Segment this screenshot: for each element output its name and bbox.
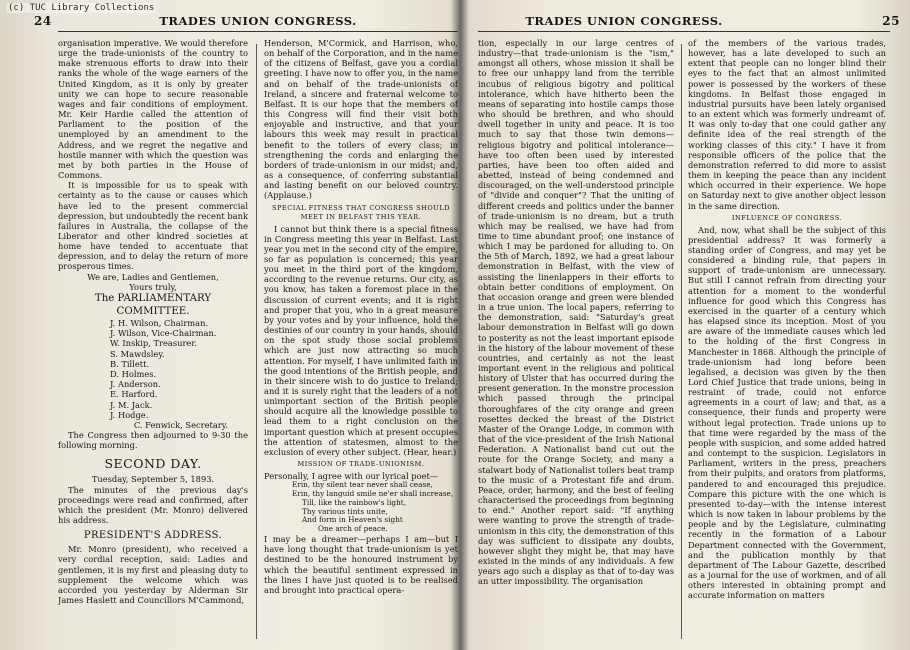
left-header-rule bbox=[58, 31, 458, 32]
closing-salutation: We are, Ladies and Gentlemen, bbox=[87, 271, 219, 282]
paragraph: The Congress then adjourned to 9-30 the following morning. bbox=[58, 430, 248, 451]
watermark: (c) TUC Library Collections bbox=[8, 3, 155, 13]
left-page bbox=[34, 0, 458, 650]
second-day-heading: SECOND DAY. bbox=[104, 456, 202, 472]
member-name: S. Mawdsley. bbox=[110, 348, 165, 359]
member-name: J. Hodge. bbox=[110, 409, 149, 420]
paragraph: organisation imperative. We would therefore urge the trade-unionists of the country to make strenuous efforts to draw into their ranks the whole of the wage earners of the United Kingdom, as it is only by greater unity we can hope to secure reasonable wages and fair conditions of employment. Mr. Keir Hardie called the attention of Parliament to the position of the unemployed by an amendment to the Address, and we regret the negative and hostile manner with which the question was met by both parties in the House of Commons. bbox=[58, 38, 248, 181]
member-name: W. Inskip, Treasurer. bbox=[110, 338, 198, 349]
paragraph: I may be a dreamer—perhaps I am—but I have long thought that trade-unionism is yet destined to be the honoured instrument by which the beautiful sentiment expressed in the lines I have just quoted is to be realised and brought into practical opera- bbox=[264, 534, 458, 595]
committee-members bbox=[110, 318, 248, 420]
member-name: J. M. Jack. bbox=[110, 399, 153, 410]
right-running-head bbox=[478, 14, 900, 28]
column-divider bbox=[256, 44, 257, 639]
section-heading: SPECIAL FITNESS THAT CONGRESS SHOULD MEET IN BELFAST THIS YEAR. bbox=[271, 203, 451, 221]
paragraph: Personally, I agree with our lyrical poet— bbox=[264, 471, 439, 482]
section-heading: INFLUENCE OF CONGRESS. bbox=[731, 213, 843, 222]
section-heading: MISSION OF TRADE-UNIONISM. bbox=[297, 460, 425, 469]
right-running-title: TRADES UNION CONGRESS. bbox=[525, 14, 723, 28]
session-date: Tuesday, September 5, 1893. bbox=[91, 474, 215, 485]
committee-heading: The PARLIAMENTARY COMMITTEE. bbox=[94, 292, 212, 317]
paragraph: Henderson, M'Cormick, and Harrison, who, on behalf of the Corporation, and in the name of the citizens of Belfast, gave you a cordial greeting. I have now to offer you, in the name and on behalf of the trade-unionists of Ireland, a sincere and fraternal welcome to Belfast. It is our hope that the members of this Congress will find their visit both enjoyable and instructive, and that your labours this week may result in practical benefit to the toilers of every class; in strengthening the cords and enlarging the borders of trade-unionism in our midst; and, as a consequence, of conferring substantial and lasting benefit on our beloved country. (Applause.) bbox=[264, 38, 458, 201]
left-column-2 bbox=[264, 38, 458, 644]
right-header-rule bbox=[478, 31, 890, 32]
poem-line: Thy various tints unite, bbox=[302, 506, 388, 516]
paragraph: I cannot but think there is a special fitness in Congress meeting this year in Belfast. Last year you met in the second city of the empire, so far as population is concerned; this year you meet in the third port of the kingdom, according to the revenue returns. Our city, as you know, has taken a foremost place in the discussion of current events; and it is right and proper that you, who in a great measure by your votes and by your influence, hold the destinies of our country in your hands, should on the spot study those social problems which are just now attracting so much attention. For myself, I have unlimited faith in the good intentions of the British people, and in their sincere wish to do justice to Ireland; and it is surely right that the leaders of a not unimportant section of the British people should acquire all the knowledge possible to lead them to a right conclusion on the important question which at present occupies the attention of statesmen, almost to the exclusion of every other subject. (Hear, hear.) bbox=[264, 223, 458, 457]
member-name: D. Holmes. bbox=[110, 368, 157, 379]
paragraph: tion, especially in our large centres of industry—that trade-unionism is the "ism," amongst all others, whose mission it shall be to free our unhappy land from the terrible incubus of religious bigotry and political intolerance, which have hitherto been the means of separating into hostile camps those who should be brethren, and who should dwell together in unity and peace. It is too much to say that those twin demons—religious bigotry and political intolerance—have too often been used by interested parties, have been too often aided and abetted, instead of being condemned and discouraged, on the well-understood principle of "divide and conquer"? That the uniting of different creeds and politics under the banner of trade-unionism is no dream, but a truth which may be realised, we have had from time to time abundant proof; one instance of which I may be pardoned for alluding to. On the 5th of March, 1892, we had a great labour demonstration in Belfast, with the view of assisting the linenlappers in their efforts to obtain better conditions of employment. On that occasion orange and green were blended in a true union. The local papers, referring to the demonstration, said: "Saturday's great labour demonstration in Belfast will go down to posterity as not the least important episode in the history of the labour movement of these countries, and certainly as not the least important event in the religious and political history of Ulster that has occurred during the present generation. In the monstre procession which passed through the principal thoroughfares of the city orange and green rosettes decked the breast of the District Master of the Orange Lodge, in common with that of the vice-president of the Irish National Federation. A Nationalist band cut out the route for the Orange Society, and many a stalwart body of Nationalist toilers beat tramp to the music of a Protestant fife and drum. Peace, order, harmony, and the best of feeling characterised the proceedings from beginning to end." Another report said: "If anything were wanting to prove the strength of trade-unionism in this city, the demonstration of this day was sufficient to dissipate any doubts, however slight they might be, that may have existed in the minds of any individuals. A few years ago such a display as that of to-day was an utter impossibility. The organisation bbox=[478, 38, 674, 587]
left-page-number: 24 bbox=[34, 14, 52, 28]
member-name: E. Harford. bbox=[110, 389, 158, 400]
paragraph: It is impossible for us to speak with certainty as to the cause or causes which have led to the present commercial depression, but undoubtedly the recent bank failures in Australia, the collapse of the Liberator and other kindred societies at home have tended to accentuate that depression, and to delay the return of more prosperous times. bbox=[58, 180, 248, 272]
address-heading: PRESIDENT'S ADDRESS. bbox=[83, 530, 223, 542]
paragraph: Mr. Monro (president), who received a very cordial reception, said: Ladies and gentlemen, it is my first and pleasing duty to supplement the welcome which was accorded you yesterday by Alderman Sir James Haslett and Councillors M'Cammond, bbox=[58, 544, 248, 605]
member-name: J. Anderson. bbox=[110, 379, 161, 390]
right-page-number: 25 bbox=[882, 14, 900, 28]
poem-line: One arch of peace. bbox=[318, 524, 388, 534]
member-name: B. Tillett. bbox=[110, 358, 150, 369]
right-column-1 bbox=[478, 38, 674, 644]
paragraph: And, now, what shall be the subject of this presidential address? It was formerly a standing order of Congress, and may yet be considered a binding rule, that papers in support of trade-unionism are unnecessary. But still I cannot refrain from directing your attention for a moment to the wonderful influence for good which this Congress has exercised in the quarter of a century which has elapsed since its inception. Most of you are aware of the immediate causes which led to the holding of the first Congress in Manchester in 1868. Although the principle of trade-unionism had long before been legalised, a decision was given by the then Lord Chief Justice that trade unions, being in restraint of trade, could not enforce agreements in a court of law; and that, as a consequence, their funds and property were without legal protection. Trade unions up to that time were regarded by the mass of the people with suspicion, and some added hatred and contempt to the suspicion. Legislators in Parliament, writers in the press, preachers from their pulpits, and orators from platforms, pandered to and encouraged this prejudice. Compare this picture with the one which is presented to-day—with the intense interest which is now taken in labour problems by the people and by the Legislature, culminating recently in the formation of a Labour Department connected with the Government, and the publication monthly by that department of The Labour Gazette, described as a journal for the use of workmen, and of all others interested in obtaining prompt and accurate information on matters bbox=[688, 224, 886, 601]
poem-line: Erin, thy silent tear never shall cease, bbox=[292, 480, 433, 490]
poem-line: And form in Heaven's sight bbox=[302, 515, 403, 525]
column-divider bbox=[681, 44, 682, 639]
paragraph: of the members of the various trades, however, has a late developed to such an extent that people can no longer blind their eyes to the fact that an almost unlimited power is possessed by the workers of these kingdoms. In Belfast those engaged in industrial pursuits have been lately organised to an extent which was formerly undreamt of. It was only to-day that one could gather any definite idea of the real strength of the working classes of this city." I have it from responsible officers of the police that the demonstration referred to did more to assist them in keeping the peace than any incident which occurred in their experience. We hope on Saturday next to give another object lesson in the same direction. bbox=[688, 38, 886, 211]
member-name: J. Wilson, Vice-Chairman. bbox=[110, 328, 217, 339]
poem-quote bbox=[292, 481, 458, 534]
paragraph: The minutes of the previous day's proceedings were read and confirmed, after which the president (Mr. Monro) delivered his address. bbox=[58, 484, 248, 526]
secretary-signature: C. Fenwick, Secretary. bbox=[133, 419, 228, 430]
poem-line: Erin, thy languid smile ne'er shall increase, bbox=[292, 489, 454, 499]
closing-yours: Yours truly, bbox=[129, 281, 177, 292]
right-column-2 bbox=[688, 38, 886, 644]
left-column-1 bbox=[58, 38, 248, 644]
left-running-title: TRADES UNION CONGRESS. bbox=[159, 14, 357, 28]
member-name: J. H. Wilson, Chairman. bbox=[110, 317, 209, 328]
right-page bbox=[478, 0, 900, 650]
poem-line: Till, like the rainbow's light, bbox=[302, 497, 407, 507]
